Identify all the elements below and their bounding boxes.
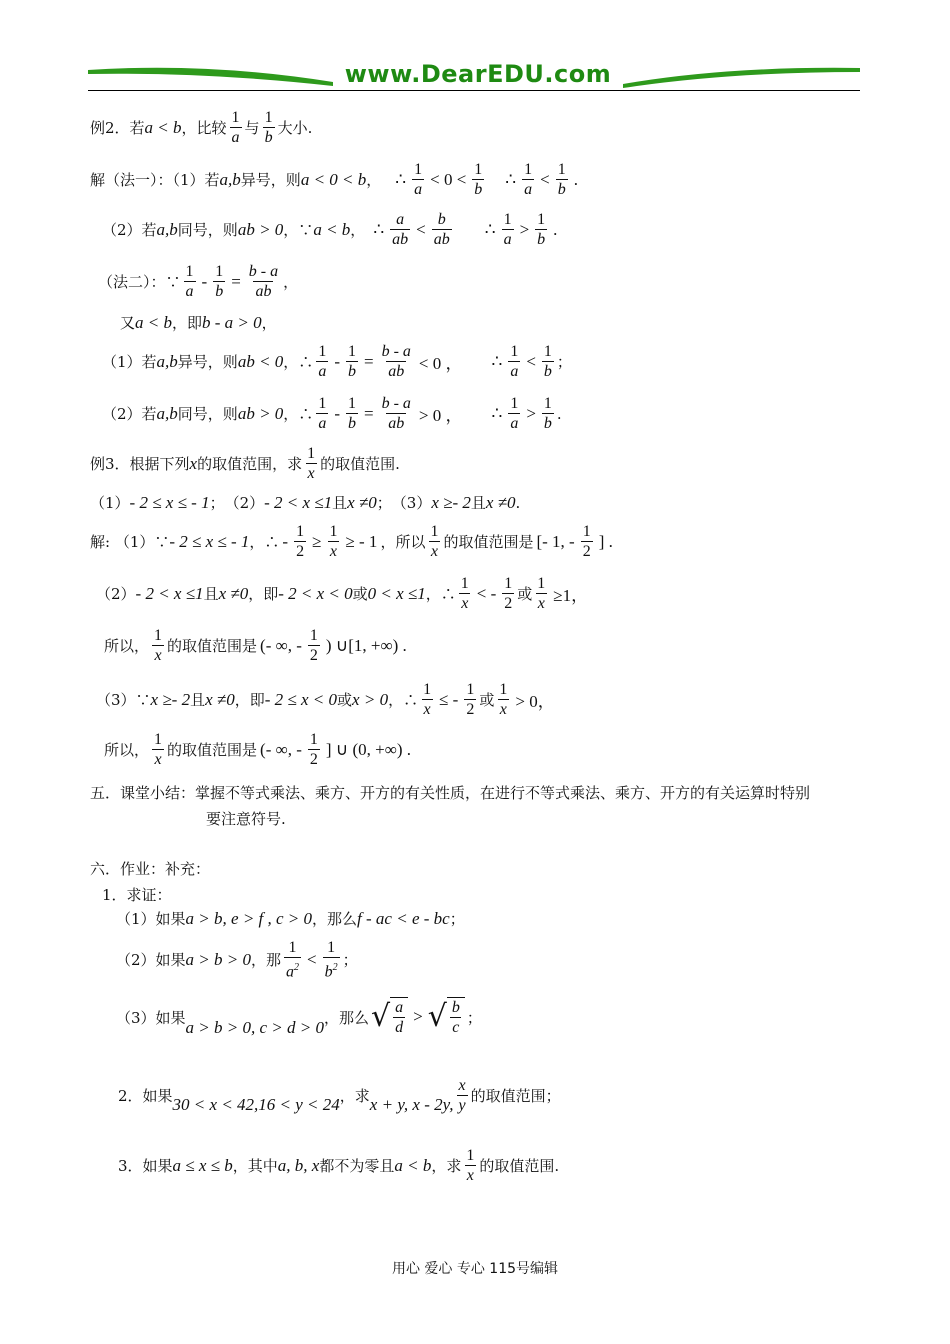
homework-q1a: （1）如果 a > b, e > f , c > 0 ，那么 f - ac < e - bc ； <box>116 908 465 928</box>
sqrt: √ $\frac{b}{c}$ <box>428 997 465 1037</box>
example3-solution3: （3）∵ x ≥- 2 且 x ≠0 ，即 - 2 ≤ x < 0 或 x > 0 ，∴ $\frac{1}{x}$ ≤ - $\frac{1}{2}$ 或 $\frac{1}{x}$ > 0， <box>96 681 555 718</box>
example3-solution2-result: 所以， $\frac{1}{x}$ 的取值范围是 (- ∞, - $\frac{1}{2}$ ) ∪[1, +∞) . <box>104 627 407 664</box>
sqrt: √ $\frac{a}{d}$ <box>371 997 408 1037</box>
page-header <box>88 58 860 98</box>
solution2d-line: （2）若 a,b 同号，则 ab > 0 ，∴ $\frac{1}{a}$ - $\frac{1}{b}$ = $\frac{b - a}{ab}$ > 0 ， ∴ $\frac{1}{a}$ > $\frac{1}{b}$ . <box>102 395 562 432</box>
solution1-line: 解（法一）：（1）若 a,b 异号，则 a < 0 < b ， ∴ $\frac{1}{a}$ < 0 < $\frac{1}{b}$ ∴ $\frac{1}{a}$ < $\frac{1}{b}$ . <box>90 161 578 198</box>
solution2-line: （法二）：∵ $\frac{1}{a}$ - $\frac{1}{b}$ = $\frac{b - a}{ab}$ ， <box>98 263 299 300</box>
site-logo: www.DearEDU.com <box>344 60 612 88</box>
example3-solution2: （2） - 2 < x ≤1 且 x ≠0 ，即 - 2 < x < 0 或 0 < x ≤1 ，∴ $\frac{1}{x}$ < - $\frac{1}{2}$ 或 $\frac{1}{x}$ ≥1， <box>96 575 589 612</box>
fraction: $\frac{1}{b}$ <box>264 109 273 146</box>
homework-q1b: （2）如果 a > b > 0 ，那 $\frac{1}{a^2}$ < $\frac{1}{b^2}$ ； <box>116 939 358 981</box>
example3-solution1: 解: （1）∵ - 2 ≤ x ≤ - 1 ，∴ - $\frac{1}{2}$ ≥ $\frac{1}{x}$ ≥ - 1 ，所以 $\frac{1}{x}$ 的取值范围是 [- 1, - $\frac{1}{2}$ ] . <box>90 523 613 560</box>
solution1b-line: （2）若 a,b 同号，则 ab > 0 ，∵ a < b ， ∴ $\frac{a}{ab}$ < $\frac{b}{ab}$ ∴ $\frac{1}{a}$ > $\frac{1}{b}$ . <box>102 211 558 248</box>
example3-line: 例3．根据下列 x 的取值范围，求 $\frac{1}{x}$ 的取值范围. <box>90 445 400 482</box>
homework-q1c: （3）如果 a > b > 0, c > d > 0 ，那么 √ $\frac{a}{d}$ > √ $\frac{b}{c}$ ； <box>116 999 482 1037</box>
header-rule <box>88 90 860 91</box>
example3-solution3-result: 所以， $\frac{1}{x}$ 的取值范围是 (- ∞, - $\frac{1}{2}$ ] ∪ (0, +∞) . <box>104 731 412 768</box>
summary-line-1: 五．课堂小结：掌握不等式乘法、乘方、开方的有关性质，在进行不等式乘法、乘方、开方的有关运算时特别 <box>90 784 811 802</box>
summary-line-2: 要注意符号. <box>206 810 286 828</box>
solution2b-line: 又 a < b ，即 b - a > 0 ， <box>120 312 277 332</box>
summary-section <box>90 780 865 832</box>
example3-cases: （1） - 2 ≤ x ≤ - 1 ； （2） - 2 < x ≤1 且 x ≠0 ； （3） x ≥- 2 且 x ≠0 . <box>90 492 521 512</box>
homework-q1: 1．求证： <box>102 886 172 904</box>
homework-title: 六．作业：补充： <box>90 860 211 878</box>
example2-line: 例2．若 a < b ，比较 $\frac{1}{a}$ 与 $\frac{1}{b}$ 大小. <box>90 109 313 146</box>
homework-q3: 3．如果 a ≤ x ≤ b ，其中 a, b, x 都不为零且 a < b ，求 $\frac{1}{x}$ 的取值范围. <box>118 1147 560 1184</box>
fraction: $\frac{1}{a}$ <box>231 109 240 146</box>
solution2c-line: （1）若 a,b 异号，则 ab < 0 ，∴ $\frac{1}{a}$ - $\frac{1}{b}$ = $\frac{b - a}{ab}$ < 0 ， ∴ $\frac{1}{a}$ < $\frac{1}{b}$ ； <box>102 343 572 380</box>
homework-q2: 2．如果 30 < x < 42,16 < y < 24 ，求 x + y, x - 2y, $\frac{x}{y}$ 的取值范围； <box>118 1077 561 1114</box>
page-footer: 用心 爱心 专心 115号编辑 <box>391 1261 559 1277</box>
